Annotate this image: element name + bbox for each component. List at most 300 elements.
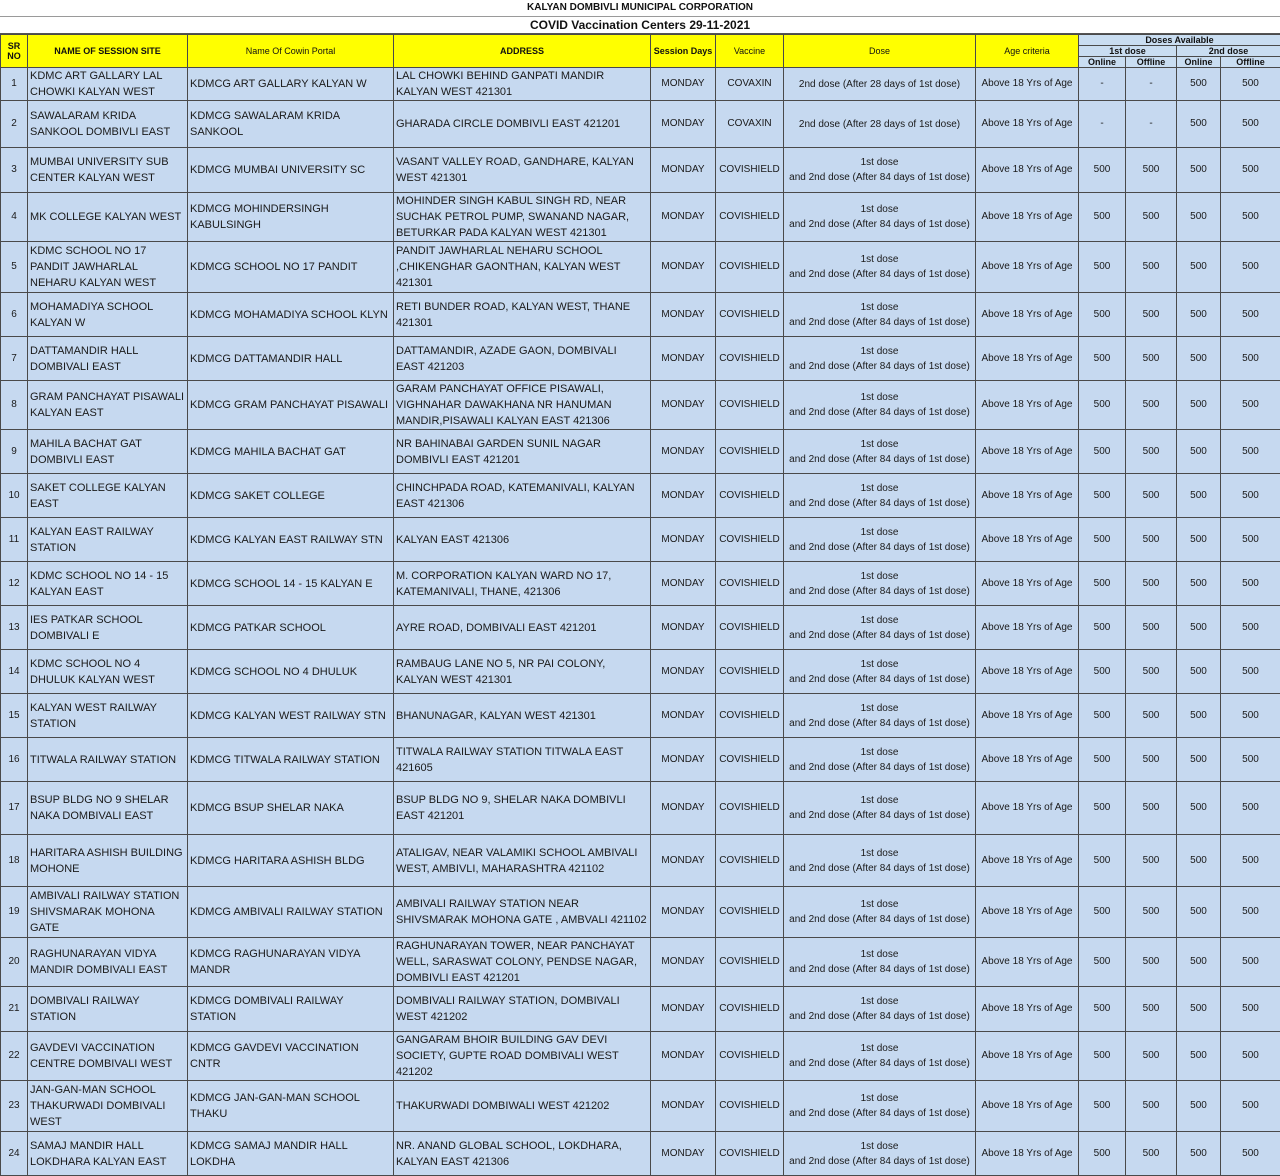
- row-vaccine: COVISHIELD: [716, 562, 784, 606]
- row-vaccine: COVISHIELD: [716, 242, 784, 293]
- row-dose: [784, 887, 976, 938]
- row-second-dose-offline: 500: [1221, 606, 1280, 650]
- row-address: VASANT VALLEY ROAD, GANDHARE, KALYAN WEST 421301: [394, 148, 651, 193]
- dose-line-2: and 2nd dose (After 84 days of 1st dose): [789, 862, 970, 874]
- dose-line-2: and 2nd dose (After 84 days of 1st dose): [789, 585, 970, 597]
- row-second-dose-offline: 500: [1221, 694, 1280, 738]
- row-session-site: KDMC SCHOOL NO 4 DHULUK KALYAN WEST: [28, 650, 188, 694]
- row-session-day: MONDAY: [651, 650, 716, 694]
- vaccination-centers-table: [0, 34, 1280, 1176]
- table-row: [1, 193, 1280, 242]
- row-vaccine: COVISHIELD: [716, 987, 784, 1032]
- row-session-site: JAN-GAN-MAN SCHOOL THAKURWADI DOMBIVALI WEST: [28, 1081, 188, 1132]
- row-session-day: MONDAY: [651, 381, 716, 430]
- row-second-dose-offline: 500: [1221, 887, 1280, 938]
- row-session-site: SAWALARAM KRIDA SANKOOL DOMBIVLI EAST: [28, 101, 188, 148]
- dose-line-1: 1st dose: [860, 301, 899, 313]
- row-first-dose-online: 500: [1079, 1132, 1126, 1176]
- row-dose: [784, 1132, 976, 1176]
- row-first-dose-offline: 500: [1126, 193, 1177, 242]
- table-row: [1, 987, 1280, 1032]
- row-second-dose-offline: 500: [1221, 650, 1280, 694]
- row-session-day: MONDAY: [651, 242, 716, 293]
- row-sr-no: 11: [1, 518, 28, 562]
- row-session-day: MONDAY: [651, 148, 716, 193]
- row-first-dose-offline: 500: [1126, 562, 1177, 606]
- row-age-criteria: Above 18 Yrs of Age: [976, 938, 1079, 987]
- row-sr-no: 23: [1, 1081, 28, 1132]
- row-first-dose-offline: 500: [1126, 381, 1177, 430]
- row-dose: [784, 337, 976, 381]
- row-address: RAMBAUG LANE NO 5, NR PAI COLONY, KALYAN WEST 421301: [394, 650, 651, 694]
- dose-line-1: 1st dose: [860, 345, 899, 357]
- row-sr-no: 7: [1, 337, 28, 381]
- row-vaccine: COVISHIELD: [716, 293, 784, 337]
- row-first-dose-offline: 500: [1126, 835, 1177, 887]
- dose-line-2: and 2nd dose (After 84 days of 1st dose): [789, 269, 970, 280]
- row-first-dose-offline: 500: [1126, 938, 1177, 987]
- table-row: [1, 381, 1280, 430]
- header-second-dose-offline: Offline: [1221, 57, 1280, 68]
- row-dose: [784, 474, 976, 518]
- row-first-dose-offline: 500: [1126, 337, 1177, 381]
- row-session-site: KALYAN WEST RAILWAY STATION: [28, 694, 188, 738]
- row-first-dose-online: 500: [1079, 193, 1126, 242]
- row-vaccine: COVISHIELD: [716, 193, 784, 242]
- row-vaccine: COVAXIN: [716, 68, 784, 101]
- header-cowin-portal: Name Of Cowin Portal: [188, 35, 394, 68]
- table-row: [1, 562, 1280, 606]
- dose-line-1: 1st dose: [860, 392, 899, 403]
- row-first-dose-offline: 500: [1126, 987, 1177, 1032]
- row-second-dose-online: 500: [1177, 835, 1221, 887]
- row-session-day: MONDAY: [651, 987, 716, 1032]
- header-session-days: Session Days: [651, 35, 716, 68]
- row-second-dose-offline: 500: [1221, 293, 1280, 337]
- row-second-dose-offline: 500: [1221, 562, 1280, 606]
- row-sr-no: 17: [1, 782, 28, 835]
- row-age-criteria: Above 18 Yrs of Age: [976, 430, 1079, 474]
- row-first-dose-offline: 500: [1126, 650, 1177, 694]
- row-address: AMBIVALI RAILWAY STATION NEAR SHIVSMARAK MOHONA GATE , AMBVALI 421102: [394, 887, 651, 938]
- row-second-dose-offline: 500: [1221, 148, 1280, 193]
- row-session-day: MONDAY: [651, 782, 716, 835]
- row-first-dose-online: 500: [1079, 1081, 1126, 1132]
- row-sr-no: 16: [1, 738, 28, 782]
- row-vaccine: COVISHIELD: [716, 694, 784, 738]
- row-cowin-portal: KDMCG SCHOOL 14 - 15 KALYAN E: [188, 562, 394, 606]
- dose-line-2: and 2nd dose (After 84 days of 1st dose): [789, 914, 970, 925]
- row-age-criteria: Above 18 Yrs of Age: [976, 1032, 1079, 1081]
- row-age-criteria: Above 18 Yrs of Age: [976, 987, 1079, 1032]
- row-first-dose-offline: 500: [1126, 606, 1177, 650]
- row-age-criteria: Above 18 Yrs of Age: [976, 606, 1079, 650]
- row-sr-no: 3: [1, 148, 28, 193]
- row-first-dose-online: 500: [1079, 606, 1126, 650]
- row-cowin-portal: KDMCG DATTAMANDIR HALL: [188, 337, 394, 381]
- row-first-dose-online: 500: [1079, 835, 1126, 887]
- table-row: [1, 782, 1280, 835]
- row-first-dose-online: 500: [1079, 474, 1126, 518]
- dose-line-2: and 2nd dose (After 84 days of 1st dose): [789, 172, 970, 183]
- row-first-dose-offline: 500: [1126, 694, 1177, 738]
- dose-line-1: 1st dose: [860, 1043, 899, 1054]
- row-second-dose-offline: 500: [1221, 1032, 1280, 1081]
- row-first-dose-offline: -: [1126, 68, 1177, 101]
- row-age-criteria: Above 18 Yrs of Age: [976, 1132, 1079, 1176]
- row-sr-no: 5: [1, 242, 28, 293]
- dose-line-2: and 2nd dose (After 84 days of 1st dose): [789, 1011, 970, 1022]
- row-dose: [784, 518, 976, 562]
- row-dose: [784, 835, 976, 887]
- header-first-dose-offline: Offline: [1126, 57, 1177, 68]
- row-first-dose-offline: 500: [1126, 1132, 1177, 1176]
- dose-line-2: and 2nd dose (After 84 days of 1st dose): [789, 629, 970, 641]
- row-dose: [784, 148, 976, 193]
- row-first-dose-online: 500: [1079, 782, 1126, 835]
- row-address: LAL CHOWKI BEHIND GANPATI MANDIR KALYAN WEST 421301: [394, 68, 651, 101]
- row-first-dose-online: 500: [1079, 650, 1126, 694]
- row-session-day: MONDAY: [651, 606, 716, 650]
- table-row: [1, 68, 1280, 101]
- row-session-site: KDMC SCHOOL NO 17 PANDIT JAWHARLAL NEHARU KALYAN WEST: [28, 242, 188, 293]
- row-cowin-portal: KDMCG SAMAJ MANDIR HALL LOKDHA: [188, 1132, 394, 1176]
- table-row: [1, 738, 1280, 782]
- row-address: BSUP BLDG NO 9, SHELAR NAKA DOMBIVLI EAST 421201: [394, 782, 651, 835]
- row-session-day: MONDAY: [651, 694, 716, 738]
- row-first-dose-offline: 500: [1126, 782, 1177, 835]
- table-row: [1, 938, 1280, 987]
- row-first-dose-online: 500: [1079, 887, 1126, 938]
- row-first-dose-offline: 500: [1126, 293, 1177, 337]
- dose-line-2: and 2nd dose (After 84 days of 1st dose): [789, 717, 970, 729]
- table-row: [1, 694, 1280, 738]
- row-sr-no: 9: [1, 430, 28, 474]
- row-dose: [784, 562, 976, 606]
- row-second-dose-online: 500: [1177, 242, 1221, 293]
- header-address: ADDRESS: [394, 35, 651, 68]
- row-session-site: GAVDEVI VACCINATION CENTRE DOMBIVALI WEST: [28, 1032, 188, 1081]
- row-session-site: HARITARA ASHISH BUILDING MOHONE: [28, 835, 188, 887]
- row-second-dose-offline: 500: [1221, 337, 1280, 381]
- table-row: [1, 293, 1280, 337]
- row-second-dose-online: 500: [1177, 193, 1221, 242]
- row-sr-no: 8: [1, 381, 28, 430]
- row-vaccine: COVISHIELD: [716, 148, 784, 193]
- row-second-dose-online: 500: [1177, 1032, 1221, 1081]
- row-sr-no: 10: [1, 474, 28, 518]
- row-address: RAGHUNARAYAN TOWER, NEAR PANCHAYAT WELL, SARASWAT COLONY, PENDSE NAGAR, DOMBIVLI EAST 421201: [394, 938, 651, 987]
- dose-line-1: 1st dose: [860, 996, 899, 1007]
- row-session-site: BSUP BLDG NO 9 SHELAR NAKA DOMBIVALI EAST: [28, 782, 188, 835]
- dose-line-1: 1st dose: [860, 254, 899, 265]
- row-first-dose-online: 500: [1079, 148, 1126, 193]
- row-age-criteria: Above 18 Yrs of Age: [976, 101, 1079, 148]
- row-session-day: MONDAY: [651, 101, 716, 148]
- row-first-dose-online: 500: [1079, 242, 1126, 293]
- row-second-dose-offline: 500: [1221, 242, 1280, 293]
- dose-line-1: 1st dose: [860, 847, 899, 859]
- row-vaccine: COVISHIELD: [716, 430, 784, 474]
- row-vaccine: COVAXIN: [716, 101, 784, 148]
- row-second-dose-online: 500: [1177, 148, 1221, 193]
- row-dose: [784, 606, 976, 650]
- row-second-dose-online: 500: [1177, 650, 1221, 694]
- row-dose: [784, 938, 976, 987]
- row-first-dose-offline: -: [1126, 101, 1177, 148]
- dose-line-1: 1st dose: [860, 746, 899, 758]
- row-session-site: MOHAMADIYA SCHOOL KALYAN W: [28, 293, 188, 337]
- row-second-dose-online: 500: [1177, 293, 1221, 337]
- row-sr-no: 14: [1, 650, 28, 694]
- row-dose: [784, 101, 976, 148]
- dose-line-1: 1st dose: [860, 899, 899, 910]
- row-session-site: MAHILA BACHAT GAT DOMBIVLI EAST: [28, 430, 188, 474]
- row-first-dose-offline: 500: [1126, 148, 1177, 193]
- row-sr-no: 13: [1, 606, 28, 650]
- row-session-site: AMBIVALI RAILWAY STATION SHIVSMARAK MOHONA GATE: [28, 887, 188, 938]
- row-second-dose-online: 500: [1177, 938, 1221, 987]
- row-cowin-portal: KDMCG TITWALA RAILWAY STATION: [188, 738, 394, 782]
- row-second-dose-online: 500: [1177, 1132, 1221, 1176]
- row-second-dose-online: 500: [1177, 738, 1221, 782]
- header-first-dose-online: Online: [1079, 57, 1126, 68]
- row-age-criteria: Above 18 Yrs of Age: [976, 193, 1079, 242]
- table-row: [1, 518, 1280, 562]
- row-first-dose-online: 500: [1079, 293, 1126, 337]
- row-vaccine: COVISHIELD: [716, 938, 784, 987]
- row-second-dose-offline: 500: [1221, 738, 1280, 782]
- row-second-dose-online: 500: [1177, 887, 1221, 938]
- row-sr-no: 20: [1, 938, 28, 987]
- org-title: KALYAN DOMBIVLI MUNICIPAL CORPORATION: [0, 0, 1280, 17]
- row-first-dose-offline: 500: [1126, 1032, 1177, 1081]
- header-session-site: NAME OF SESSION SITE: [28, 35, 188, 68]
- row-second-dose-offline: 500: [1221, 835, 1280, 887]
- row-cowin-portal: KDMCG GRAM PANCHAYAT PISAWALI: [188, 381, 394, 430]
- row-address: M. CORPORATION KALYAN WARD NO 17, KATEMANIVALI, THANE, 421306: [394, 562, 651, 606]
- dose-line-2: and 2nd dose (After 84 days of 1st dose): [789, 964, 970, 975]
- header-first-dose: 1st dose: [1079, 46, 1177, 57]
- dose-line-2: and 2nd dose (After 84 days of 1st dose): [789, 1058, 970, 1069]
- row-second-dose-online: 500: [1177, 381, 1221, 430]
- row-first-dose-online: -: [1079, 68, 1126, 101]
- row-session-day: MONDAY: [651, 887, 716, 938]
- row-address: RETI BUNDER ROAD, KALYAN WEST, THANE 421301: [394, 293, 651, 337]
- row-age-criteria: Above 18 Yrs of Age: [976, 474, 1079, 518]
- table-row: [1, 1032, 1280, 1081]
- row-first-dose-online: 500: [1079, 987, 1126, 1032]
- row-second-dose-online: 500: [1177, 606, 1221, 650]
- row-vaccine: COVISHIELD: [716, 782, 784, 835]
- row-first-dose-offline: 500: [1126, 474, 1177, 518]
- row-sr-no: 6: [1, 293, 28, 337]
- row-age-criteria: Above 18 Yrs of Age: [976, 242, 1079, 293]
- row-dose: [784, 650, 976, 694]
- header-second-dose-online: Online: [1177, 57, 1221, 68]
- row-first-dose-online: 500: [1079, 337, 1126, 381]
- row-vaccine: COVISHIELD: [716, 650, 784, 694]
- row-age-criteria: Above 18 Yrs of Age: [976, 293, 1079, 337]
- table-row: [1, 1081, 1280, 1132]
- dose-line-1: 1st dose: [860, 526, 899, 538]
- row-age-criteria: Above 18 Yrs of Age: [976, 518, 1079, 562]
- dose-line-2: and 2nd dose (After 84 days of 1st dose): [789, 453, 970, 465]
- row-second-dose-online: 500: [1177, 474, 1221, 518]
- row-first-dose-offline: 500: [1126, 738, 1177, 782]
- row-sr-no: 24: [1, 1132, 28, 1176]
- row-second-dose-offline: 500: [1221, 1132, 1280, 1176]
- row-cowin-portal: KDMCG MOHINDERSINGH KABULSINGH: [188, 193, 394, 242]
- dose-line-1: 1st dose: [860, 702, 899, 714]
- row-session-day: MONDAY: [651, 738, 716, 782]
- table-row: [1, 835, 1280, 887]
- dose-line-2: and 2nd dose (After 84 days of 1st dose): [789, 407, 970, 418]
- dose-line-1: 1st dose: [860, 204, 899, 215]
- row-address: ATALIGAV, NEAR VALAMIKI SCHOOL AMBIVALI WEST, AMBIVLI, MAHARASHTRA 421102: [394, 835, 651, 887]
- row-dose: [784, 68, 976, 101]
- row-age-criteria: Above 18 Yrs of Age: [976, 381, 1079, 430]
- dose-line-1: 1st dose: [860, 949, 899, 960]
- row-dose: [784, 430, 976, 474]
- dose-line-2: and 2nd dose (After 84 days of 1st dose): [789, 761, 970, 773]
- dose-line-1: 1st dose: [860, 570, 899, 582]
- row-age-criteria: Above 18 Yrs of Age: [976, 650, 1079, 694]
- row-first-dose-online: 500: [1079, 1032, 1126, 1081]
- dose-line-2: and 2nd dose (After 84 days of 1st dose): [789, 316, 970, 328]
- row-sr-no: 15: [1, 694, 28, 738]
- row-session-site: RAGHUNARAYAN VIDYA MANDIR DOMBIVALI EAST: [28, 938, 188, 987]
- row-address: AYRE ROAD, DOMBIVALI EAST 421201: [394, 606, 651, 650]
- row-cowin-portal: KDMCG SAWALARAM KRIDA SANKOOL: [188, 101, 394, 148]
- row-second-dose-offline: 500: [1221, 68, 1280, 101]
- row-second-dose-online: 500: [1177, 101, 1221, 148]
- table-row: [1, 337, 1280, 381]
- row-vaccine: COVISHIELD: [716, 835, 784, 887]
- dose-line-1: 1st dose: [860, 614, 899, 626]
- row-session-site: IES PATKAR SCHOOL DOMBIVALI E: [28, 606, 188, 650]
- row-second-dose-offline: 500: [1221, 193, 1280, 242]
- table-row: [1, 148, 1280, 193]
- row-second-dose-online: 500: [1177, 562, 1221, 606]
- row-session-day: MONDAY: [651, 938, 716, 987]
- row-session-site: TITWALA RAILWAY STATION: [28, 738, 188, 782]
- row-second-dose-offline: 500: [1221, 474, 1280, 518]
- row-second-dose-offline: 500: [1221, 381, 1280, 430]
- row-vaccine: COVISHIELD: [716, 381, 784, 430]
- row-address: PANDIT JAWHARLAL NEHARU SCHOOL ,CHIKENGHAR GAONTHAN, KALYAN WEST 421301: [394, 242, 651, 293]
- row-second-dose-offline: 500: [1221, 782, 1280, 835]
- row-first-dose-online: 500: [1079, 381, 1126, 430]
- row-cowin-portal: KDMCG GAVDEVI VACCINATION CNTR: [188, 1032, 394, 1081]
- row-session-day: MONDAY: [651, 1032, 716, 1081]
- row-session-site: MK COLLEGE KALYAN WEST: [28, 193, 188, 242]
- row-address: TITWALA RAILWAY STATION TITWALA EAST 421605: [394, 738, 651, 782]
- row-cowin-portal: KDMCG SCHOOL NO 17 PANDIT: [188, 242, 394, 293]
- row-cowin-portal: KDMCG MOHAMADIYA SCHOOL KLYN: [188, 293, 394, 337]
- header-sr-no: SR NO: [1, 35, 28, 68]
- row-cowin-portal: KDMCG KALYAN WEST RAILWAY STN: [188, 694, 394, 738]
- row-age-criteria: Above 18 Yrs of Age: [976, 1081, 1079, 1132]
- row-second-dose-offline: 500: [1221, 1081, 1280, 1132]
- row-first-dose-online: 500: [1079, 738, 1126, 782]
- row-cowin-portal: KDMCG JAN-GAN-MAN SCHOOL THAKU: [188, 1081, 394, 1132]
- row-session-site: KDMC SCHOOL NO 14 - 15 KALYAN EAST: [28, 562, 188, 606]
- row-second-dose-online: 500: [1177, 1081, 1221, 1132]
- row-session-day: MONDAY: [651, 193, 716, 242]
- row-session-day: MONDAY: [651, 1081, 716, 1132]
- row-dose: [784, 242, 976, 293]
- row-sr-no: 12: [1, 562, 28, 606]
- row-address: MOHINDER SINGH KABUL SINGH RD, NEAR SUCHAK PETROL PUMP, SWANAND NAGAR, BETURKAR PADA KALYAN WEST 421301: [394, 193, 651, 242]
- dose-line-1: 1st dose: [860, 1140, 899, 1152]
- table-row: [1, 887, 1280, 938]
- row-session-site: DOMBIVALI RAILWAY STATION: [28, 987, 188, 1032]
- row-session-site: SAMAJ MANDIR HALL LOKDHARA KALYAN EAST: [28, 1132, 188, 1176]
- dose-line-2: and 2nd dose (After 84 days of 1st dose): [789, 1108, 970, 1119]
- header-dose: Dose: [784, 35, 976, 68]
- row-address: CHINCHPADA ROAD, KATEMANIVALI, KALYAN EAST 421306: [394, 474, 651, 518]
- header-age-criteria: Age criteria: [976, 35, 1079, 68]
- row-cowin-portal: KDMCG AMBIVALI RAILWAY STATION: [188, 887, 394, 938]
- row-first-dose-online: -: [1079, 101, 1126, 148]
- row-vaccine: COVISHIELD: [716, 1132, 784, 1176]
- row-age-criteria: Above 18 Yrs of Age: [976, 337, 1079, 381]
- row-age-criteria: Above 18 Yrs of Age: [976, 887, 1079, 938]
- row-dose: [784, 1081, 976, 1132]
- row-address: GHARADA CIRCLE DOMBIVLI EAST 421201: [394, 101, 651, 148]
- dose-line-2: and 2nd dose (After 84 days of 1st dose): [789, 360, 970, 372]
- dose-line-2: and 2nd dose (After 84 days of 1st dose): [789, 1155, 970, 1167]
- row-address: GANGARAM BHOIR BUILDING GAV DEVI SOCIETY, GUPTE ROAD DOMBIVALI WEST 421202: [394, 1032, 651, 1081]
- row-vaccine: COVISHIELD: [716, 887, 784, 938]
- row-address: THAKURWADI DOMBIWALI WEST 421202: [394, 1081, 651, 1132]
- row-dose: [784, 738, 976, 782]
- row-first-dose-online: 500: [1079, 518, 1126, 562]
- row-vaccine: COVISHIELD: [716, 337, 784, 381]
- dose-line-1: 1st dose: [860, 658, 899, 670]
- row-first-dose-offline: 500: [1126, 1081, 1177, 1132]
- row-cowin-portal: KDMCG RAGHUNARAYAN VIDYA MANDR: [188, 938, 394, 987]
- table-row: [1, 650, 1280, 694]
- row-first-dose-online: 500: [1079, 938, 1126, 987]
- row-cowin-portal: KDMCG KALYAN EAST RAILWAY STN: [188, 518, 394, 562]
- row-dose: [784, 1032, 976, 1081]
- row-sr-no: 21: [1, 987, 28, 1032]
- row-session-day: MONDAY: [651, 68, 716, 101]
- row-second-dose-online: 500: [1177, 430, 1221, 474]
- table-row: [1, 430, 1280, 474]
- row-dose: [784, 293, 976, 337]
- row-vaccine: COVISHIELD: [716, 518, 784, 562]
- dose-line-1: 2nd dose (After 28 days of 1st dose): [798, 118, 961, 130]
- row-session-day: MONDAY: [651, 474, 716, 518]
- row-second-dose-online: 500: [1177, 987, 1221, 1032]
- row-session-day: MONDAY: [651, 562, 716, 606]
- row-vaccine: COVISHIELD: [716, 1081, 784, 1132]
- row-cowin-portal: KDMCG MAHILA BACHAT GAT: [188, 430, 394, 474]
- dose-line-1: 1st dose: [860, 482, 899, 494]
- row-second-dose-offline: 500: [1221, 101, 1280, 148]
- row-age-criteria: Above 18 Yrs of Age: [976, 694, 1079, 738]
- row-cowin-portal: KDMCG MUMBAI UNIVERSITY SC: [188, 148, 394, 193]
- row-second-dose-offline: 500: [1221, 987, 1280, 1032]
- row-first-dose-offline: 500: [1126, 518, 1177, 562]
- row-sr-no: 2: [1, 101, 28, 148]
- table-row: [1, 606, 1280, 650]
- dose-line-2: and 2nd dose (After 84 days of 1st dose): [789, 810, 970, 821]
- row-second-dose-online: 500: [1177, 694, 1221, 738]
